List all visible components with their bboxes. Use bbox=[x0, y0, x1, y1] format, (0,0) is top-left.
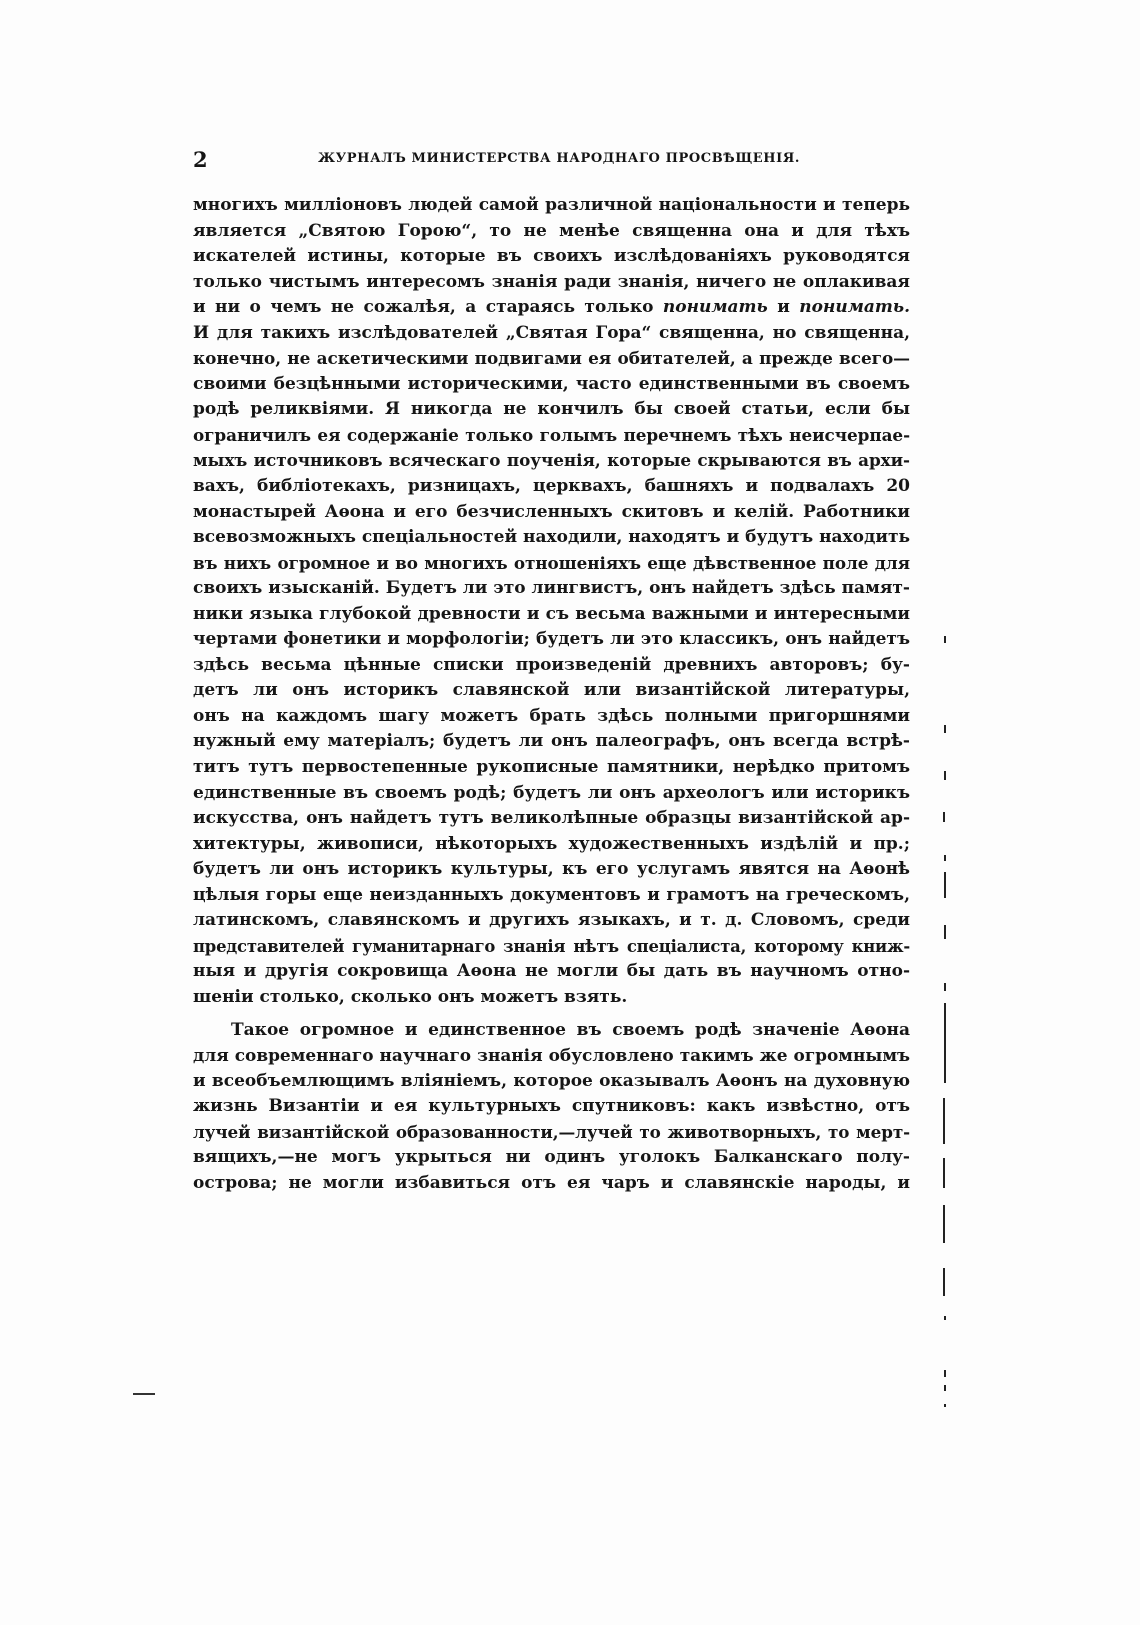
page-number: 2 bbox=[193, 147, 208, 172]
text-line: чертами фонетики и морфологіи; будетъ ли это классикъ, онъ найдетъ bbox=[193, 629, 910, 650]
text-line: монастырей Аѳона и его безчисленныхъ скитовъ и келій. Работники bbox=[193, 501, 910, 522]
text-line: онъ на каждомъ шагу можетъ брать здѣсь полными пригоршнями bbox=[193, 705, 910, 726]
text-line: вахъ, библіотекахъ, ризницахъ, церквахъ, башняхъ и подвалахъ 20 bbox=[193, 476, 910, 497]
text-line: единственные въ своемъ родѣ; будетъ ли онъ археологъ или историкъ bbox=[193, 782, 910, 803]
scan-mark bbox=[944, 983, 946, 991]
text-line: многихъ милліоновъ людей самой различной національности и теперь bbox=[193, 195, 910, 215]
scan-mark bbox=[944, 1370, 946, 1377]
text-line: ограничилъ ея содержаніе только голымъ перечнемъ тѣхъ неисчерпае- bbox=[193, 424, 910, 445]
scan-dash bbox=[133, 1393, 155, 1395]
text-line: И для такихъ изслѣдователей „Святая Гора“ священна, но священна, bbox=[193, 322, 910, 343]
text-line: искателей истины, которые въ своихъ изслѣдованіяхъ руководятся bbox=[193, 246, 910, 267]
text-line: лучей византійской образованности,—лучей то животворныхъ, то мерт- bbox=[193, 1121, 910, 1142]
text-line: всевозможныхъ спеціальностей находили, находятъ и будутъ находить bbox=[193, 527, 911, 548]
paragraph-2 bbox=[193, 1018, 910, 1197]
text-line: Такое огромное и единственное въ своемъ родѣ значеніе Аѳона bbox=[231, 1019, 910, 1040]
text-line-with-emphasis bbox=[193, 295, 910, 321]
text-line: здѣсь весьма цѣнные списки произведеній древнихъ авторовъ; бу- bbox=[193, 654, 910, 675]
text-line: острова; не могли избавиться отъ ея чаръ и славянскіе народы, и bbox=[193, 1172, 910, 1193]
text-line: и всеобъемлющимъ вліяніемъ, которое оказывалъ Аѳонъ на духовную bbox=[193, 1070, 910, 1091]
text-line: только чистымъ интересомъ знанія ради знанія, ничего не оплакивая bbox=[193, 271, 910, 292]
scan-mark bbox=[943, 1205, 945, 1243]
text-line: своими безцѣнными историческими, часто единственными въ своемъ bbox=[193, 373, 910, 394]
text-line: будетъ ли онъ историкъ культуры, къ его услугамъ явятся на Аѳонѣ bbox=[193, 859, 910, 880]
scan-mark bbox=[944, 636, 946, 643]
text-line: шеніи столько, сколько онъ можетъ взять. bbox=[193, 986, 628, 1007]
paragraph-gap bbox=[193, 1011, 910, 1018]
running-title: ЖУРНАЛЪ МИНИСТЕРСТВА НАРОДНАГО ПРОСВѢЩЕНІЯ. bbox=[318, 151, 801, 166]
paragraph-1 bbox=[193, 193, 910, 1011]
text-line: своихъ изысканій. Будетъ ли это лингвистъ, онъ найдетъ здѣсь памят- bbox=[193, 578, 910, 599]
text-line: для современнаго научнаго знанія обусловлено такимъ же огромнымъ bbox=[193, 1045, 910, 1066]
scan-mark bbox=[943, 812, 945, 822]
text-line: является „Святою Горою“, то не менѣе священна она и для тѣхъ bbox=[193, 220, 910, 241]
scan-mark bbox=[943, 1268, 945, 1296]
text-line: представителей гуманитарнаго знанія нѣтъ спеціалиста, которому книж- bbox=[193, 936, 910, 956]
text-line: ники языка глубокой древности и съ весьма важными и интересными bbox=[193, 603, 910, 624]
scan-mark bbox=[943, 1098, 945, 1144]
scan-mark bbox=[944, 925, 946, 939]
text-segment: и bbox=[777, 297, 790, 318]
text-line: хитектуры, живописи, нѣкоторыхъ художественныхъ издѣлій и пр.; bbox=[193, 833, 910, 854]
body-text bbox=[193, 193, 910, 1196]
text-line: ныя и другія сокровища Аѳона не могли бы дать въ научномъ отно- bbox=[193, 961, 910, 982]
text-line: родѣ реликвіями. Я никогда не кончилъ бы своей статьи, если бы bbox=[193, 399, 910, 420]
text-line: мыхъ источниковъ всяческаго поученія, которые скрываются въ архи- bbox=[193, 450, 910, 471]
text-line: жизнь Византіи и ея культурныхъ спутниковъ: какъ извѣстно, отъ bbox=[193, 1096, 910, 1117]
scan-mark bbox=[944, 771, 946, 780]
text-line: конечно, не аскетическими подвигами ея обитателей, а прежде всего— bbox=[193, 348, 910, 369]
text-line: искусства, онъ найдетъ тутъ великолѣпные образцы византійской ар- bbox=[193, 808, 910, 829]
text-segment: и ни о чемъ не сожалѣя, а стараясь только bbox=[193, 297, 654, 318]
scan-mark bbox=[944, 725, 946, 733]
scan-mark bbox=[944, 1316, 946, 1320]
text-line: цѣлыя горы еще неизданныхъ документовъ и грамотъ на греческомъ, bbox=[193, 884, 910, 905]
scan-mark bbox=[944, 1003, 946, 1083]
scan-mark bbox=[943, 1158, 945, 1188]
emphasis-text: понимать. bbox=[799, 297, 911, 318]
text-line: вящихъ,—не могъ укрыться ни одинъ уголокъ Балканскаго полу- bbox=[193, 1147, 910, 1168]
text-line: нужный ему матеріалъ; будетъ ли онъ палеографъ, онъ всегда встрѣ- bbox=[193, 731, 910, 752]
text-line: титъ тутъ первостепенные рукописные памятники, нерѣдко притомъ bbox=[193, 757, 910, 778]
text-line: детъ ли онъ историкъ славянской или византійской литературы, bbox=[193, 680, 910, 701]
emphasis-text: понимать bbox=[662, 297, 768, 318]
scan-mark bbox=[944, 1404, 946, 1407]
text-line: въ нихъ огромное и во многихъ отношеніяхъ еще дѣвственное поле для bbox=[193, 552, 910, 573]
scan-mark bbox=[944, 1385, 946, 1391]
scan-mark bbox=[944, 872, 946, 898]
page-header bbox=[193, 147, 908, 171]
scan-mark bbox=[944, 855, 946, 861]
text-line: латинскомъ, славянскомъ и другихъ языкахъ, и т. д. Словомъ, среди bbox=[193, 910, 910, 931]
